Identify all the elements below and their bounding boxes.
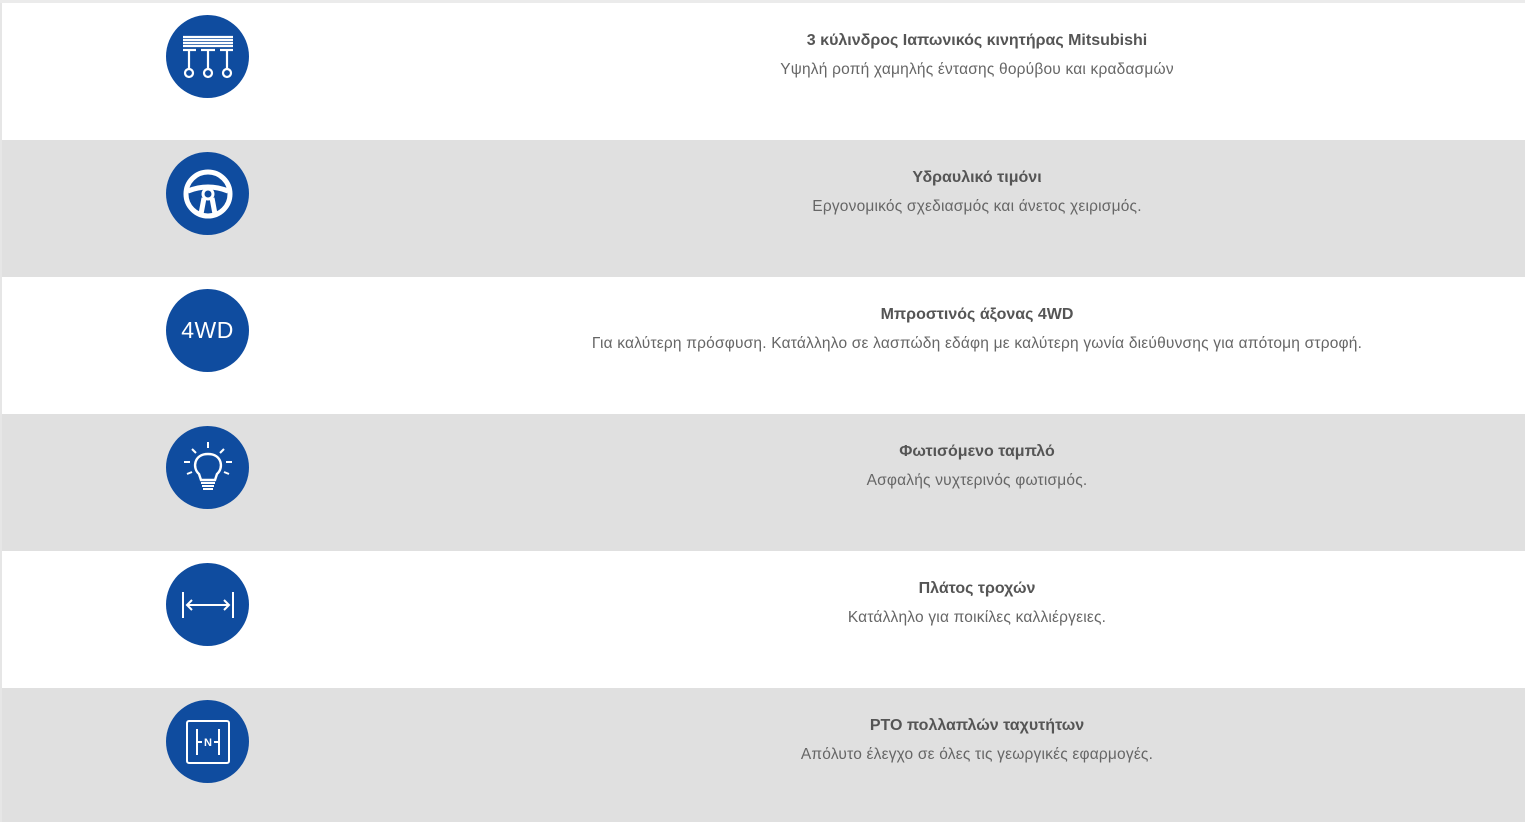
gear-neutral-label: N	[203, 736, 212, 749]
light-bulb-icon	[166, 426, 249, 509]
feature-text	[432, 304, 1522, 355]
feature-description: Κατάλληλο για ποικίλες καλλιέργειες.	[847, 609, 1107, 626]
4wd-icon	[166, 289, 249, 372]
feature-description: Υψηλή ροπή χαμηλής έντασης θορύβου και κραδασμών	[780, 61, 1174, 78]
feature-row-dashboard	[0, 414, 1525, 551]
feature-row-track-width	[0, 551, 1525, 688]
feature-description: Εργονομικός σχεδιασμός και άνετος χειρισμός.	[812, 198, 1142, 215]
feature-text	[432, 167, 1522, 218]
feature-title: 3 κύλινδρος Ιαπωνικός κινητήρας Mitsubishi	[806, 32, 1148, 49]
4wd-icon-label: 4WD	[181, 317, 234, 343]
feature-text	[432, 578, 1522, 629]
feature-row-engine	[0, 3, 1525, 140]
feature-row-4wd	[0, 277, 1525, 414]
gear-shift-icon	[166, 700, 249, 783]
feature-row-pto	[0, 688, 1525, 822]
feature-title: PTO πολλαπλών ταχυτήτων	[869, 717, 1085, 734]
engine-cylinders-icon	[166, 15, 249, 98]
feature-title: Πλάτος τροχών	[918, 580, 1036, 597]
feature-title: Φωτισόμενο ταμπλό	[899, 443, 1055, 460]
feature-description: Απόλυτο έλεγχο σε όλες τις γεωργικές εφαρμογές.	[800, 746, 1154, 763]
width-arrows-icon	[166, 563, 249, 646]
feature-title: Υδραυλικό τιμόνι	[912, 169, 1042, 186]
feature-row-steering	[0, 140, 1525, 277]
feature-text	[432, 715, 1522, 766]
feature-text	[432, 30, 1522, 81]
feature-description: Ασφαλής νυχτερινός φωτισμός.	[866, 472, 1088, 489]
feature-title: Μπροστινός άξονας 4WD	[880, 306, 1074, 323]
feature-description: Για καλύτερη πρόσφυση. Κατάλληλο σε λασπώδη εδάφη με καλύτερη γωνία διεύθυνσης για απότομη στροφή.	[591, 335, 1363, 352]
steering-wheel-icon	[166, 152, 249, 235]
feature-text	[432, 441, 1522, 492]
